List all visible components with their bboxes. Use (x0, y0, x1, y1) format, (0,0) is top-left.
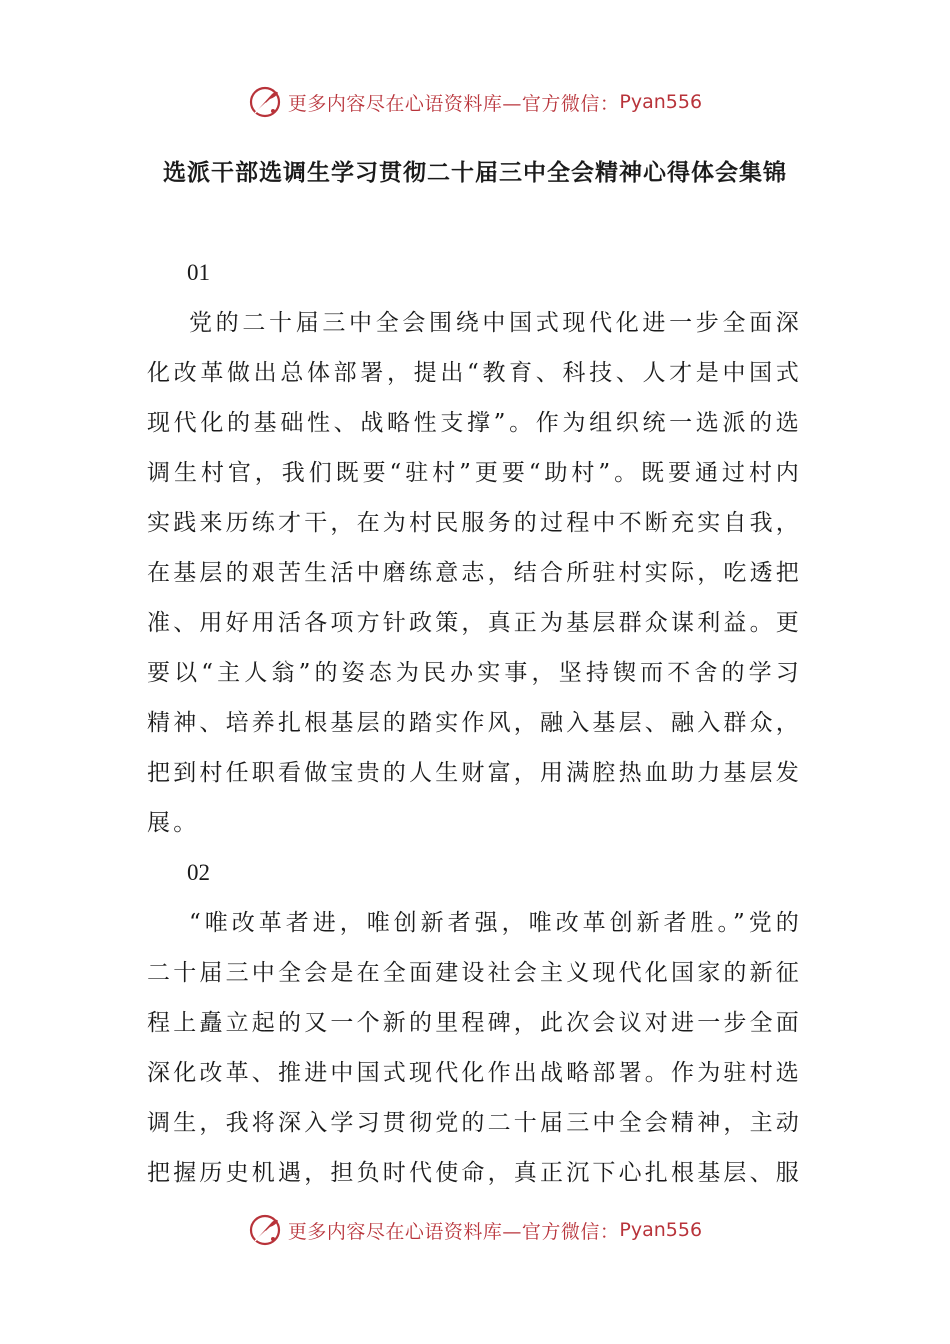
section-paragraph: 党的二十届三中全会围绕中国式现代化进一步全面深化改革做出总体部署，提出“教育、科技、人才是中国式现代化的基础性、战略性支撑”。作为组织统一选派的选调生村官，我们既要“驻村”更要“助村”。既要通过村内实践来历练才干，在为村民服务的过程中不断充实自我，在基层的艰苦生活中磨练意志，结合所驻村实际，吃透把准、用好用活各项方针政策，真正为基层群众谋利益。更要以“主人翁”的姿态为民办实事，坚持锲而不舍的学习精神、培养扎根基层的踏实作风，融入基层、融入群众，把到村任职看做宝贵的人生财富，用满腔热血助力基层发展。 (147, 310, 802, 836)
quill-logo-icon (248, 85, 282, 119)
header-watermark (0, 82, 950, 122)
watermark-text: 更多内容尽在心语资料库—官方微信： (287, 92, 620, 115)
watermark-text: 更多内容尽在心语资料库—官方微信： (287, 1220, 620, 1243)
footer-watermark (0, 1210, 950, 1250)
watermark-wechat-id: Pyan556 (619, 91, 703, 113)
quill-logo-icon (248, 1213, 282, 1247)
section-number: 02 (187, 860, 210, 885)
document-title: 选派干部选调生学习贯彻二十届三中全会精神心得体会集锦 (163, 160, 787, 186)
section-paragraph: “唯改革者进，唯创新者强，唯改革创新者胜。”党的二十届三中全会是在全面建设社会主义现代化国家的新征程上矗立起的又一个新的里程碑，此次会议对进一步全面深化改革、推进中国式现代化作出战略部署。作为驻村选调生，我将深入学习贯彻党的二十届三中全会精神，主动把握历史机遇，担负时代使命，真正沉下心扎根基层、服 (147, 910, 802, 1186)
document-body (147, 248, 802, 1198)
section-number: 01 (187, 260, 210, 285)
watermark-wechat-id: Pyan556 (619, 1219, 703, 1241)
